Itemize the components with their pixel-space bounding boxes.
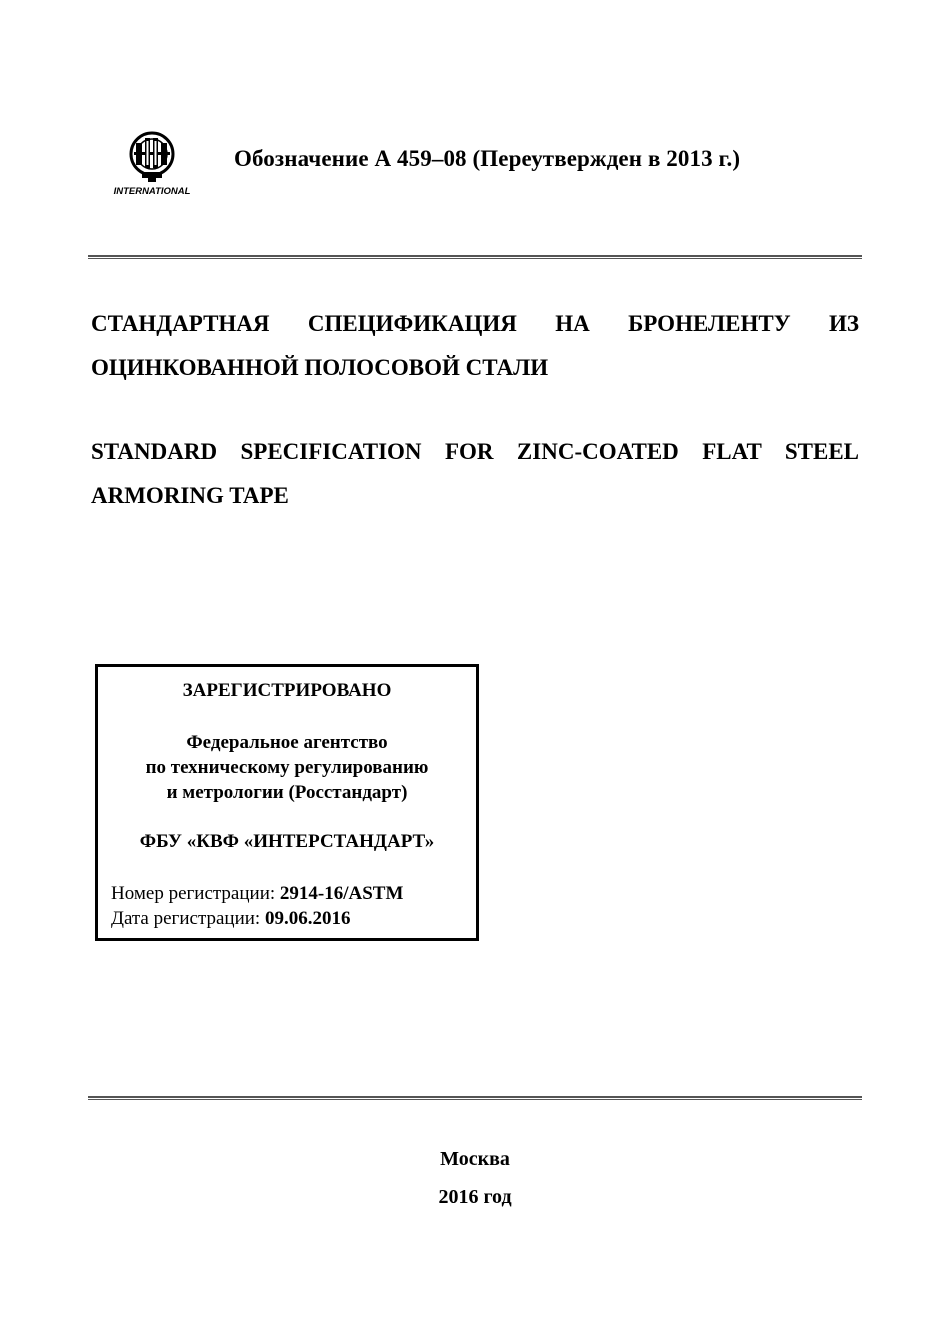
title-russian-line-1: СТАНДАРТНАЯ СПЕЦИФИКАЦИЯ НА БРОНЕЛЕНТУ ИЗ [91,311,859,336]
title-russian [91,302,859,390]
title-english-line-2: ARMORING TAPE [91,483,289,508]
astm-logo [112,126,196,198]
registration-date [111,906,350,931]
standard-designation: Обозначение А 459–08 (Переутвержден в 2013 г.) [234,146,741,171]
registration-number [111,881,403,906]
top-divider [88,255,862,259]
registration-date-value: 09.06.2016 [264,908,351,929]
astm-logo-icon [112,126,196,198]
agency-line-1: Федеральное агентство [186,732,388,753]
registration-stamp [95,664,479,941]
publication-city: Москва [440,1148,510,1170]
title-english [91,430,859,518]
title-russian-line-2: ОЦИНКОВАННОЙ ПОЛОСОВОЙ СТАЛИ [91,355,549,380]
logo-subtitle: INTERNATIONAL [113,186,191,197]
bottom-divider [88,1096,862,1100]
registration-date-label: Дата регистрации: [111,908,265,929]
registration-number-value: 2914-16/ASTM [279,883,404,904]
registration-organization: ФБУ «КВФ «ИНТЕРСТАНДАРТ» [139,831,435,852]
publication-year: 2016 год [438,1186,512,1208]
registration-heading: ЗАРЕГИСТРИРОВАНО [182,680,392,701]
registration-number-label: Номер регистрации: [111,883,280,904]
agency-line-3: и метрологии (Росстандарт) [166,782,408,803]
registration-agency [98,730,476,805]
title-english-line-1: STANDARD SPECIFICATION FOR ZINC-COATED FLAT STEEL [91,439,859,464]
agency-line-2: по техническому регулированию [145,757,429,778]
